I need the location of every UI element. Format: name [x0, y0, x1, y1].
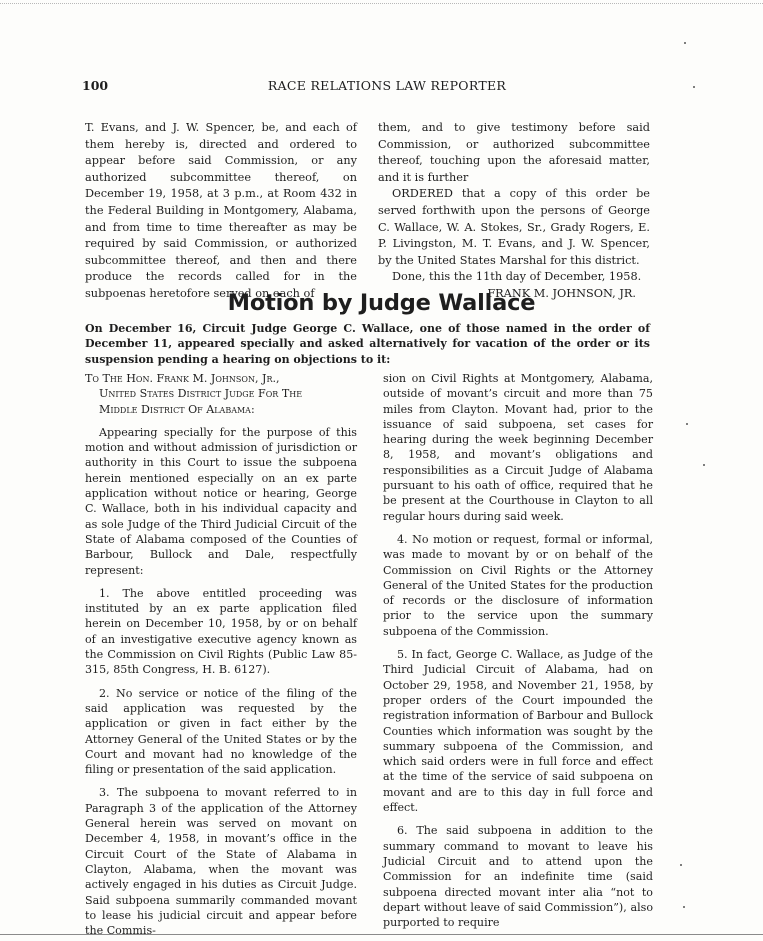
section-title: Motion by Judge Wallace — [227, 290, 536, 316]
motion-paragraph: 4. No motion or request, formal or informal, was made to movant by or on behalf of the Commission on Civil Rights or the Attorney General of the United States for the production of records or the disclosure of information prior to the service upon the summary subpoena of the Commission. — [383, 532, 653, 638]
order-paragraph: them, and to give testimony before said Commission, or authorized subcommittee thereof, touching upon the aforesaid matter, and it is further — [378, 121, 650, 184]
motion-paragraph: 6. The said subpoena in addition to the summary command to movant to leave his Judicial Circuit and to attend upon the Commission for an indefinite time (said subpoena directed movant inter alia “not to depart without leave of said Commission”), also purported to require — [383, 824, 653, 930]
headnote: On December 16, Circuit Judge George C. Wallace, one of those named in the order of December 11, appeared specially and asked alternatively for vacation of the order or its suspension pending a hearing on objections to it: — [85, 322, 650, 366]
bottom-rule — [0, 934, 763, 935]
motion-paragraph: Appearing specially for the purpose of this motion and without admission of jurisdiction or authority in this Court to issue the subpoena herein mentioned especially on an ex parte application without notice or hearing, George C. Wallace, both in his individual capacity and as sole Judge of the Third Judicial Circuit of the State of Alabama composed of the Counties of Barbour, Bullock and Dale, respectfully represent: — [85, 425, 357, 577]
scan-speck — [683, 906, 685, 908]
scan-speck — [703, 464, 705, 466]
motion-paragraph: 5. In fact, George C. Wallace, as Judge of the Third Judicial Circuit of Alabama, had on October 29, 1958, and November 21, 1958, by proper orders of the Court impounded the registration information of Barbour and Bullock Counties which information was sought by the summary subpoena of the Commission, and which said orders were in full force and effect at the time of the service of said subpoena on movant and are to this day in full force and effect. — [383, 648, 653, 815]
order-paragraph: T. Evans, and J. W. Spencer, be, and each of them hereby is, directed and ordered to appear before said Commission, or any authorized subcommittee thereof, on December 19, 1958, at 3 p.m., at Room 432 in the Federal Building in Montgomery, Alabama, and from time to time thereafter as may be required by said Commission, or authorized subcommittee thereof, and then and there produce the records called for in the subpoenas heretofore served on each of — [85, 121, 357, 300]
scan-speck — [680, 864, 682, 866]
motion-left-column — [85, 371, 357, 938]
order-paragraph: Done, this the 11th day of December, 1958. — [392, 270, 642, 284]
scan-speck — [693, 86, 695, 88]
page-number: 100 — [82, 78, 109, 93]
motion-paragraph: 1. The above entitled proceeding was instituted by an ex parte application filed herein on December 10, 1958, by or on behalf of an investigative executive agency known as the Commission on Civil Rights (Public Law 85-315, 85th Congress, H. B. 6127). — [85, 586, 357, 677]
scan-speck — [684, 42, 686, 44]
motion-paragraph: 2. No service or notice of the filing of the said application was requested by the application or given in fact either by the Attorney General of the United States or by the Court and movant had no knowledge of the filing or presentation of the said application. — [85, 686, 357, 777]
scan-speck — [686, 423, 688, 425]
address-line: United States District Judge For The — [99, 387, 303, 401]
motion-right-column — [383, 371, 653, 930]
order-paragraph: ORDERED that a copy of this order be served forthwith upon the persons of George C. Wallace, W. A. Stokes, Sr., Grady Rogers, E. P. Livingston, M. T. Evans, and J. W. Spencer, by the United States Marshal for this district. — [378, 187, 650, 267]
top-edge-dots — [0, 3, 763, 4]
judge-signature: FRANK M. JOHNSON, JR. — [487, 286, 636, 300]
address-line: To The Hon. Frank M. Johnson, Jr., — [85, 372, 280, 385]
order-right-column — [378, 120, 650, 303]
running-head — [82, 78, 692, 94]
motion-paragraph: sion on Civil Rights at Montgomery, Alabama, outside of movant’s circuit and more than 75 miles from Clayton. Movant had, prior to the issuance of said subpoena, set cases for hearing during the week beginning December 8, 1958, and movant’s obligations and responsibilities as a Circuit Judge of Alabama pursuant to his oath of office, required that he be present at the Courthouse in Clayton to all regular hours during said week. — [383, 372, 653, 523]
address-block — [85, 371, 357, 417]
address-line: Middle District Of Alabama: — [99, 402, 255, 416]
order-left-column — [85, 120, 357, 303]
journal-title: RACE RELATIONS LAW REPORTER — [267, 78, 507, 93]
motion-paragraph: 3. The subpoena to movant referred to in Paragraph 3 of the application of the Attorney General herein was served on movant on December 4, 1958, in movant’s office in the Circuit Court of the State of Alabama in Clayton, Alabama, when the movant was actively engaged in his duties as Circuit Judge. Said subpoena summarily commanded movant to lease his judicial circuit and appear before the Commis- — [85, 786, 357, 938]
